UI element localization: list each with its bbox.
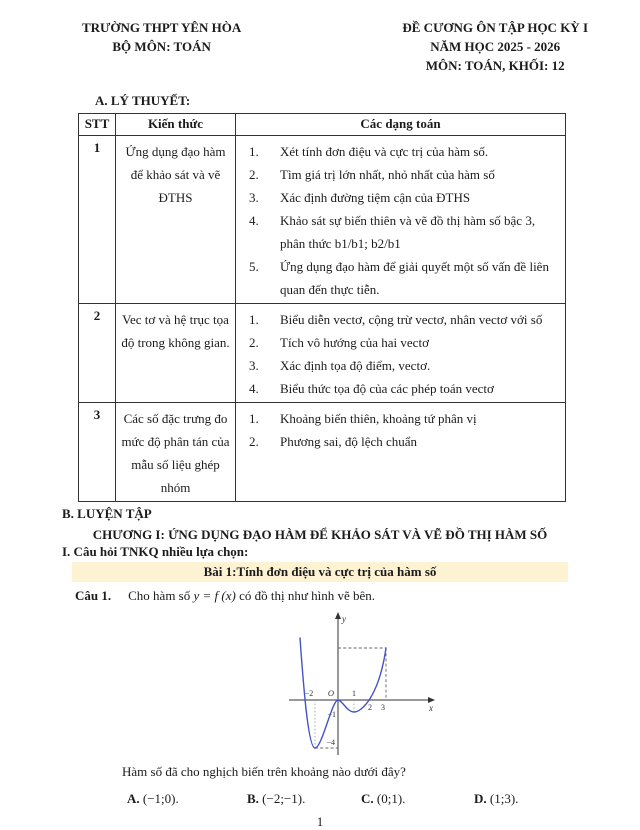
list-item-number: 1.	[249, 144, 259, 159]
list-item-text: Xác định đường tiệm cận của ĐTHS	[280, 190, 471, 205]
school-year: NĂM HỌC 2025 - 2026	[430, 39, 561, 54]
section-b-title: B. LUYỆN TẬP	[62, 506, 152, 521]
list-item-number: 3.	[249, 358, 259, 373]
list-item	[236, 308, 559, 331]
option-value: (1;3).	[489, 791, 519, 806]
option-label: B.	[247, 791, 263, 806]
table-row	[79, 136, 566, 304]
document-header	[82, 18, 588, 75]
list-item-number: 1.	[249, 411, 259, 426]
list-item-text: Tích vô hướng của hai vectơ	[280, 335, 429, 350]
answer-option-a	[127, 791, 247, 807]
option-label: A.	[127, 791, 143, 806]
function-graph-svg	[283, 608, 443, 756]
list-item-text: Xét tính đơn điệu và cực trị của hàm số.	[280, 144, 489, 159]
section-a-title: A. LÝ THUYẾT:	[95, 93, 191, 108]
page-number: 1	[316, 814, 324, 829]
school-name: TRƯỜNG THPT YÊN HÒA	[82, 20, 242, 35]
question-1-text-before: Cho hàm số	[128, 588, 194, 603]
answer-option-d	[474, 791, 518, 807]
list-item	[236, 377, 559, 400]
list-item	[236, 209, 559, 255]
chapter-title: CHƯƠNG I: ỨNG DỤNG ĐẠO HÀM ĐỂ KHẢO SÁT VÀ VẼ ĐỒ THỊ HÀM SỐ	[92, 527, 548, 542]
y-axis-label: y	[342, 614, 346, 624]
list-item	[236, 331, 559, 354]
list-item	[236, 186, 559, 209]
row-forms	[236, 304, 566, 403]
list-item-text: Ứng dụng đạo hàm để giải quyết một số vấn đề liên quan đến thực tiễn.	[280, 259, 549, 297]
header-school-block	[82, 18, 241, 75]
row-forms	[236, 136, 566, 304]
row-forms	[236, 403, 566, 502]
list-item	[236, 140, 559, 163]
header-exam-block	[402, 18, 588, 75]
list-item-number: 2.	[249, 335, 259, 350]
part-title: I. Câu hỏi TNKQ nhiều lựa chọn:	[62, 544, 249, 559]
x-axis-label: x	[429, 703, 433, 713]
question-1-text-after: có đồ thị như hình vẽ bên.	[235, 588, 376, 603]
list-item-number: 3.	[249, 190, 259, 205]
list-item	[236, 163, 559, 186]
answer-option-c	[361, 791, 474, 807]
row-stt: 3	[79, 403, 116, 502]
function-graph-figure	[283, 608, 640, 756]
table-header-forms: Các dạng toán	[236, 114, 566, 136]
row-topic: Các số đặc trưng đo mức độ phân tán của mẫu số liệu ghép nhóm	[116, 403, 236, 502]
option-label: D.	[474, 791, 490, 806]
x-tick-2-label: 2	[368, 703, 372, 712]
y-tick-minus4-label: −4	[326, 738, 335, 747]
list-item-text: Tìm giá trị lớn nhất, nhỏ nhất của hàm số	[280, 167, 495, 182]
y-axis-arrow-icon	[335, 612, 341, 619]
list-item-text: Khảo sát sự biến thiên và vẽ đồ thị hàm số bậc 3, phân thức b1/b1; b2/b1	[280, 213, 536, 251]
y-tick-minus1-label: −1	[327, 710, 336, 719]
table-row	[79, 403, 566, 502]
question-1-prompt: Hàm số đã cho nghịch biến trên khoảng nào dưới đây?	[122, 764, 406, 779]
option-value: (−2;−1).	[262, 791, 306, 806]
list-item-text: Khoảng biến thiên, khoảng tứ phân vị	[280, 411, 477, 426]
subject-grade: MÔN: TOÁN, KHỐI: 12	[425, 58, 565, 73]
list-item-text: Biểu diễn vectơ, cộng trừ vectơ, nhân vectơ với số	[280, 312, 543, 327]
x-tick-minus2-label: −2	[304, 689, 314, 698]
answer-option-b	[247, 791, 361, 807]
table-header-topic: Kiến thức	[116, 114, 236, 136]
question-1-stem	[75, 588, 640, 604]
row-stt: 2	[79, 304, 116, 403]
row-topic: Vec tơ và hệ trục tọa độ trong không gian.	[116, 304, 236, 403]
table-header-row	[79, 114, 566, 136]
option-value: (−1;0).	[142, 791, 179, 806]
list-item-number: 4.	[249, 213, 259, 228]
lesson-title-highlight: Bài 1:Tính đơn điệu và cực trị của hàm số	[72, 562, 568, 582]
theory-table-body	[79, 136, 566, 502]
list-item-text: Xác định tọa độ điểm, vectơ.	[280, 358, 431, 373]
list-item-number: 5.	[249, 259, 259, 274]
list-item	[236, 407, 559, 430]
option-value: (0;1).	[376, 791, 406, 806]
list-item-number: 2.	[249, 434, 259, 449]
exam-title: ĐỀ CƯƠNG ÔN TẬP HỌC KỲ I	[402, 20, 588, 35]
theory-table	[78, 113, 566, 502]
question-1-options	[127, 791, 640, 807]
row-topic: Ứng dụng đạo hàm để khảo sát và vẽ ĐTHS	[116, 136, 236, 304]
x-tick-3-label: 3	[381, 703, 385, 712]
row-stt: 1	[79, 136, 116, 304]
list-item-number: 2.	[249, 167, 259, 182]
option-label: C.	[361, 791, 377, 806]
origin-label: O	[327, 688, 335, 698]
list-item	[236, 430, 559, 453]
table-row	[79, 304, 566, 403]
list-item-number: 1.	[249, 312, 259, 327]
list-item-number: 4.	[249, 381, 259, 396]
question-1-label: Câu 1.	[75, 588, 112, 603]
table-header-stt: STT	[79, 114, 116, 136]
department: BỘ MÔN: TOÁN	[112, 39, 211, 54]
list-item-text: Phương sai, độ lệch chuẩn	[280, 434, 418, 449]
x-tick-1-label: 1	[352, 689, 356, 698]
list-item	[236, 354, 559, 377]
question-1-math: y = f (x)	[193, 588, 236, 603]
list-item	[236, 255, 559, 301]
list-item-text: Biểu thức tọa độ của các phép toán vectơ	[280, 381, 494, 396]
